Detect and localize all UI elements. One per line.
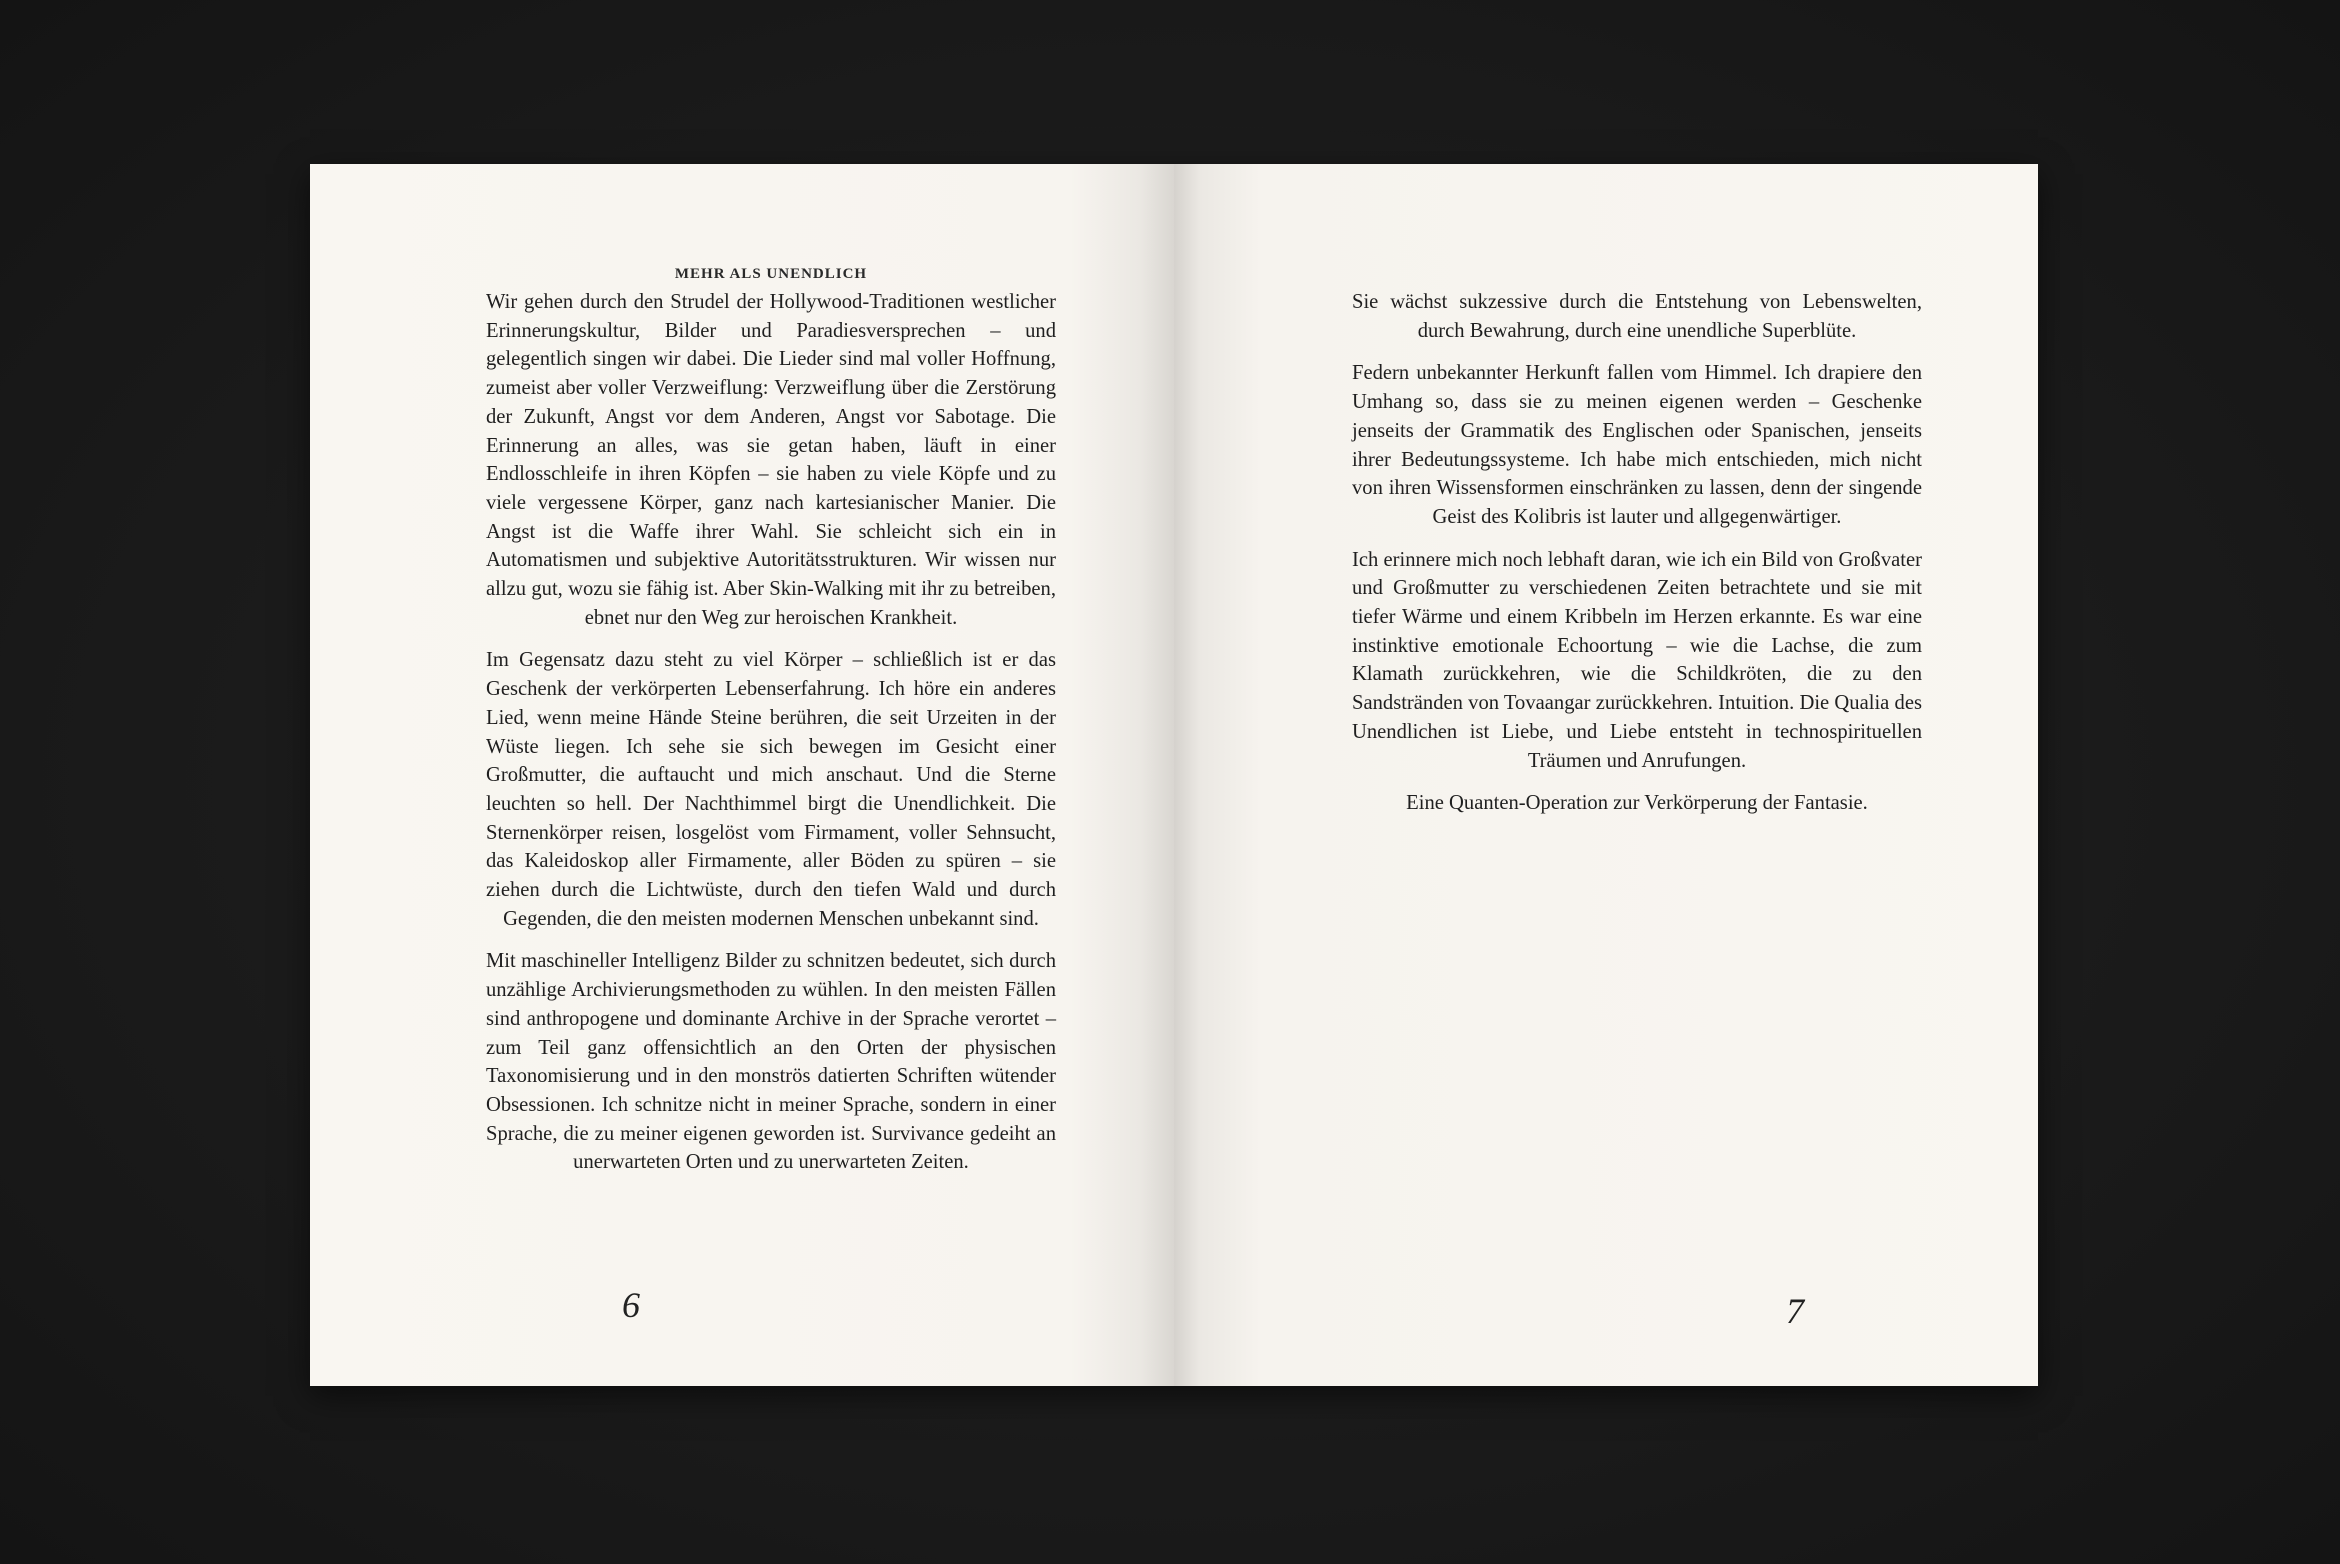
paragraph: Mit maschineller Intelligenz Bilder zu schnitzen bedeutet, sich durch unzählige Archivierungsmethoden zu wühlen. In den meisten Fällen sind anthropogene und dominante Archive in der Sprache verortet – zum Teil ganz offensichtlich an den Orten der physischen Taxonomisierung und in den monströs datierten Schriften wütender Obsessionen. Ich schnitze nicht in meiner Sprache, sondern in einer Sprache, die zu meiner eigenen geworden ist. Survivance gedeiht an unerwarteten Orten und zu unerwarteten Zeiten. [486,950,1056,1174]
left-text-block [486,288,1056,1191]
running-head: MEHR ALS UNENDLICH [674,266,868,282]
right-text-block [1352,288,1922,832]
paragraph: Eine Quanten-Operation zur Verkörperung der Fantasie. [1406,792,1868,815]
left-page [310,164,1174,1386]
paragraph: Sie wächst sukzessive durch die Entstehung von Lebenswelten, durch Bewahrung, durch eine unendliche Superblüte. [1352,291,1922,342]
right-page [1174,164,2038,1386]
paragraph: Wir gehen durch den Strudel der Hollywood-Traditionen westlicher Erinnerungskultur, Bilder und Paradiesversprechen – und gelegentlich singen wir dabei. Die Lieder sind mal voller Hoffnung, zumeist aber voller Verzweiflung: Verzweiflung über die Zerstörung der Zukunft, Angst vor dem Anderen, Angst vor Sabotage. Die Erinnerung an alles, was sie getan haben, läuft in einer Endlosschleife in ihren Köpfen – sie haben zu viele Köpfe und zu viele vergessene Körper, ganz nach kartesianischer Manier. Die Angst ist die Waffe ihrer Wahl. Sie schleicht sich ein in Automatismen und subjektive Autoritätsstrukturen. Wir wissen nur allzu gut, wozu sie fähig ist. Aber Skin-Walking mit ihr zu betreiben, ebnet nur den Weg zur heroischen Krankheit. [486,291,1056,629]
paragraph: Ich erinnere mich noch lebhaft daran, wie ich ein Bild von Großvater und Großmutter zu verschiedenen Zeiten betrachtete und sie mit tiefer Wärme und einem Kribbeln im Herzen erkannte. Es war eine instinktive emotionale Echoortung – wie die Lachse, die zum Klamath zurückkehren, wie die Schildkröten, die zu den Sandstränden von Tovaangar zurückkehren. Intuition. Die Qualia des Unendlichen ist Liebe, und Liebe entsteht in technospirituellen Träumen und Anrufungen. [1352,548,1922,772]
page-number-left: 6 [622,1285,640,1325]
book-spread [310,164,2038,1386]
page-number-right: 7 [1786,1291,1804,1331]
paragraph: Federn unbekannter Herkunft fallen vom Himmel. Ich drapiere den Umhang so, dass sie zu meinen eigenen werden – Geschenke jenseits der Grammatik des Englischen oder Spanischen, jenseits ihrer Bedeutungssysteme. Ich habe mich entschieden, mich nicht von ihren Wissensformen einschränken zu lassen, denn der singende Geist des Kolibris ist lauter und allgegenwärtiger. [1352,362,1922,528]
paragraph: Im Gegensatz dazu steht zu viel Körper – schließlich ist er das Geschenk der verkörperten Lebenserfahrung. Ich höre ein anderes Lied, wenn meine Hände Steine berühren, die seit Urzeiten in der Wüste liegen. Ich sehe sie sich bewegen im Gesicht einer Großmutter, die auftaucht und mich anschaut. Und die Sterne leuchten so hell. Der Nachthimmel birgt die Unendlichkeit. Die Sternenkörper reisen, losgelöst vom Firmament, voller Sehnsucht, das Kaleidoskop aller Firmamente, aller Böden zu spüren – sie ziehen durch die Lichtwüste, durch den tiefen Wald und durch Gegenden, die den meisten modernen Menschen unbekannt sind. [486,649,1056,930]
